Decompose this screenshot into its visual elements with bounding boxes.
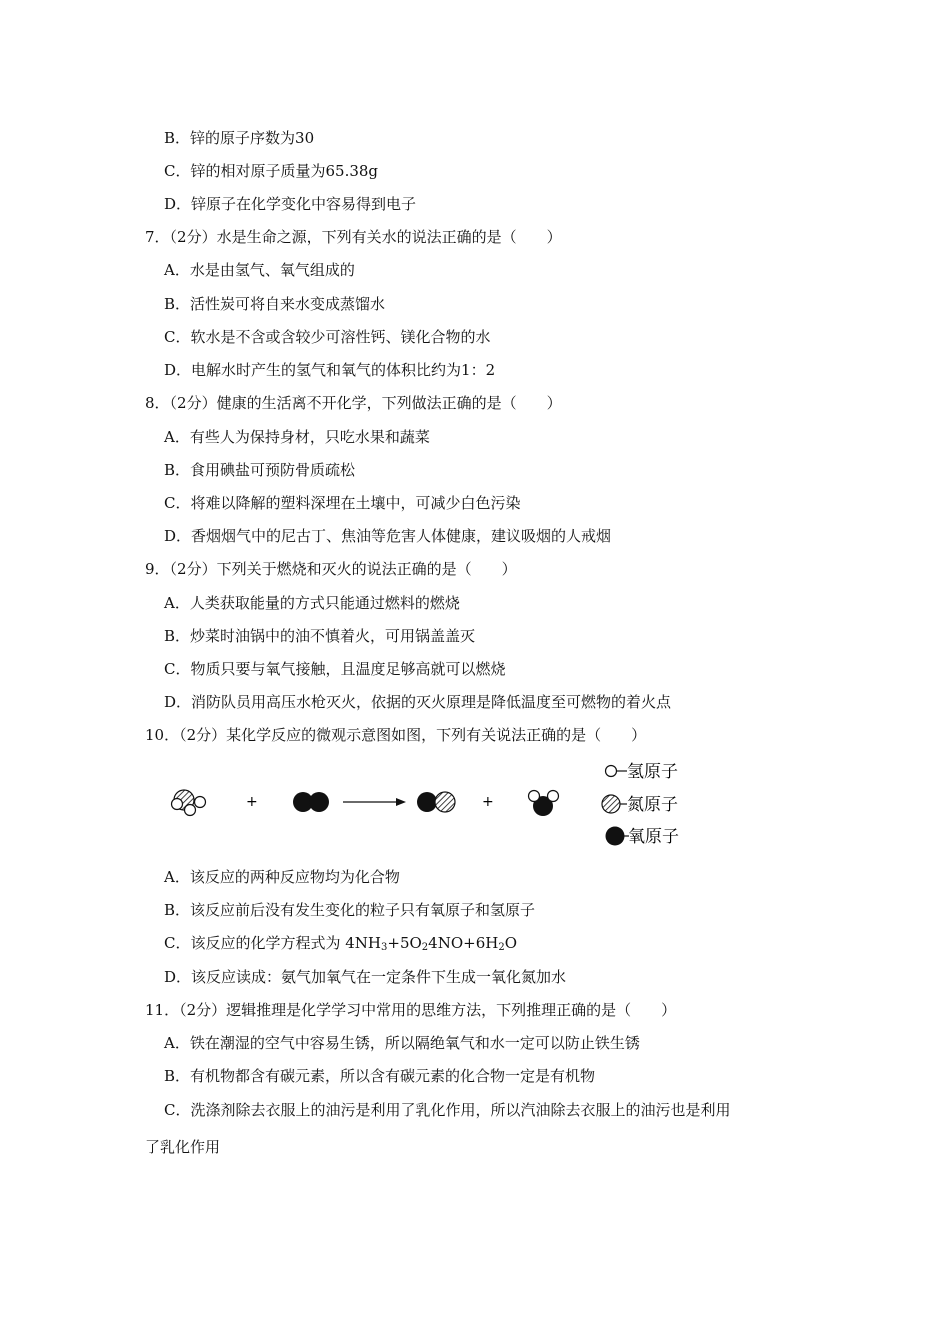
q9-stem: 9．（2分）下列关于燃烧和灭火的说法正确的是（ ） — [145, 560, 517, 578]
reaction-arrow — [343, 798, 406, 806]
q7-option-c: C．软水是不含或含较少可溶性钙、镁化合物的水 — [164, 328, 491, 346]
q11-stem: 11．（2分）逻辑推理是化学学习中常用的思维方法，下列推理正确的是（ ） — [145, 1001, 677, 1019]
q6-option-b: B．锌的原子序数为30 — [164, 129, 315, 147]
q10-option-c: C．该反应的化学方程式为 $4NH_3+5O_24NO+6H_2O$ — [164, 934, 518, 953]
water-molecule — [529, 791, 559, 817]
q9-option-b: B．炒菜时油锅中的油不慎着火，可用锅盖盖灭 — [164, 627, 476, 645]
q8-option-b: B．食用碘盐可预防骨质疏松 — [164, 461, 356, 479]
legend-hydrogen — [606, 762, 679, 782]
legend-hydrogen-label: 氢原子 — [627, 762, 678, 782]
q11-option-a: A．铁在潮湿的空气中容易生锈，所以隔绝氧气和水一定可以防止铁生锈 — [164, 1034, 640, 1052]
ammonia-molecule — [172, 790, 206, 816]
legend-oxygen-label: 氧原子 — [628, 827, 679, 847]
legend-oxygen — [606, 827, 680, 848]
q8-option-a: A．有些人为保持身材，只吃水果和蔬菜 — [164, 428, 430, 446]
plus-sign-1: + — [246, 794, 258, 810]
plus-sign-2: + — [482, 794, 494, 810]
q8-option-c: C．将难以降解的塑料深埋在土壤中，可减少白色污染 — [164, 494, 521, 512]
q9-option-a: A．人类获取能量的方式只能通过燃料的燃烧 — [164, 594, 460, 612]
q6-option-d: D．锌原子在化学变化中容易得到电子 — [164, 195, 417, 213]
q11-option-c-continuation: 了乳化作用 — [145, 1138, 221, 1156]
q8-option-d: D．香烟烟气中的尼古丁、焦油等危害人体健康，建议吸烟的人戒烟 — [164, 527, 612, 545]
q6-option-c: C．锌的相对原子质量为65.38g — [164, 162, 379, 180]
reaction-diagram — [160, 752, 720, 856]
q7-option-d: D．电解水时产生的氢气和氧气的体积比约为1：2 — [164, 361, 496, 379]
legend-nitrogen — [602, 795, 678, 815]
nitric-oxide-molecule — [417, 792, 455, 812]
q7-option-b: B．活性炭可将自来水变成蒸馏水 — [164, 295, 386, 313]
q11-option-c: C．洗涤剂除去衣服上的油污是利用了乳化作用，所以汽油除去衣服上的油污也是利用 — [164, 1101, 731, 1119]
q8-stem: 8．（2分）健康的生活离不开化学，下列做法正确的是（ ） — [145, 394, 562, 412]
q10-option-d: D．该反应读成：氨气加氧气在一定条件下生成一氧化氮加水 — [164, 968, 567, 986]
q11-option-b: B．有机物都含有碳元素，所以含有碳元素的化合物一定是有机物 — [164, 1067, 596, 1085]
q7-option-a: A．水是由氢气、氧气组成的 — [164, 261, 355, 279]
q10-option-a: A．该反应的两种反应物均为化合物 — [164, 868, 400, 886]
oxygen-molecule — [293, 792, 329, 812]
q10-option-b: B．该反应前后没有发生变化的粒子只有氧原子和氢原子 — [164, 901, 536, 919]
q9-option-d: D．消防队员用高压水枪灭火，依据的灭火原理是降低温度至可燃物的着火点 — [164, 693, 672, 711]
q10-stem: 10．（2分）某化学反应的微观示意图如图，下列有关说法正确的是（ ） — [145, 726, 647, 744]
legend-nitrogen-label: 氮原子 — [627, 795, 678, 815]
q9-option-c: C．物质只要与氧气接触，且温度足够高就可以燃烧 — [164, 660, 506, 678]
q7-stem: 7．（2分）水是生命之源，下列有关水的说法正确的是（ ） — [145, 228, 562, 246]
